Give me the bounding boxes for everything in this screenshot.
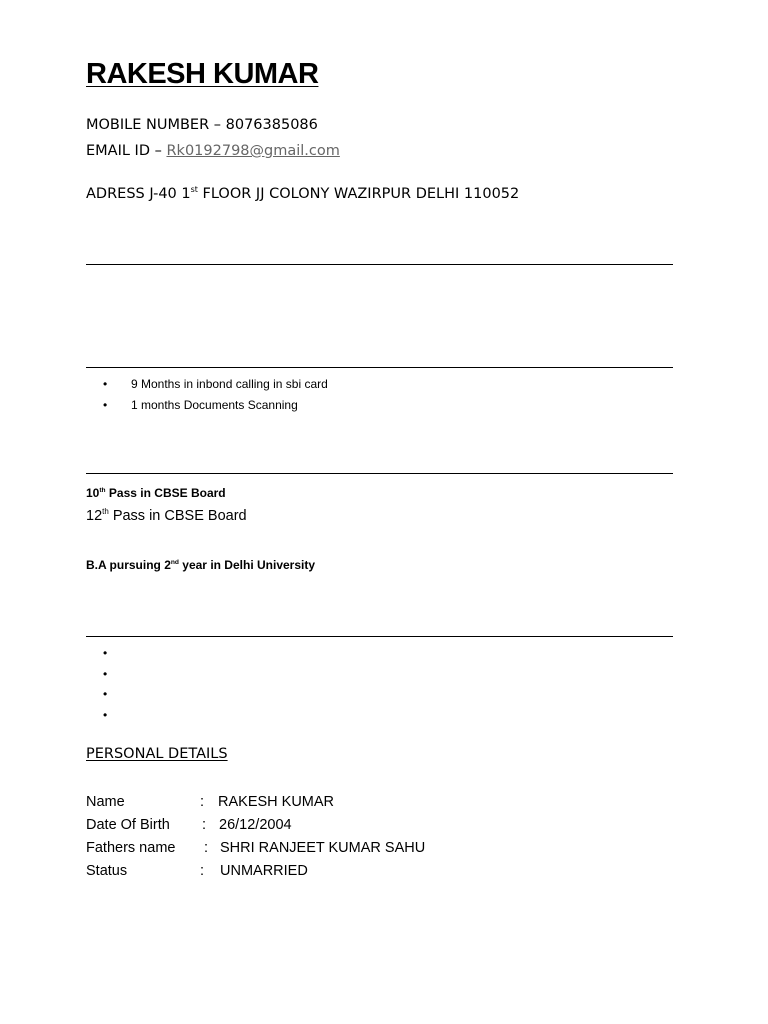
experience-item: 9 Months in inbond calling in sbi card <box>131 377 328 391</box>
bullet-icon: • <box>103 646 108 660</box>
address-prefix: ADRESS J-40 1 <box>86 186 191 202</box>
bullet-icon: • <box>103 377 108 391</box>
detail-separator: : <box>200 794 205 810</box>
list-item <box>86 395 328 416</box>
bullet-icon: • <box>103 707 108 722</box>
section-divider <box>86 473 673 474</box>
list-item <box>86 705 131 726</box>
section-divider <box>86 367 673 368</box>
email-label: EMAIL ID – <box>86 143 167 159</box>
personal-row-name <box>86 794 586 817</box>
detail-label: Date Of Birth <box>86 817 170 833</box>
bullet-icon: • <box>103 687 108 701</box>
experience-list <box>86 374 328 415</box>
detail-label: Fathers name <box>86 840 176 856</box>
experience-item: 1 months Documents Scanning <box>131 397 298 412</box>
personal-row-father <box>86 840 586 863</box>
detail-separator: : <box>200 863 205 879</box>
detail-label: Name <box>86 794 125 810</box>
bullet-icon: • <box>103 666 108 681</box>
detail-value: RAKESH KUMAR <box>218 794 335 810</box>
detail-separator: : <box>204 840 209 856</box>
education-tenth: 10th Pass in CBSE Board <box>86 486 226 500</box>
section-divider <box>86 264 673 265</box>
list-item <box>86 684 131 705</box>
empty-bullet-list <box>86 643 131 725</box>
email-link[interactable]: Rk0192798@gmail.com <box>166 143 340 159</box>
section-divider <box>86 636 673 637</box>
bullet-icon: • <box>103 397 108 412</box>
list-item <box>86 374 328 395</box>
list-item <box>86 664 131 685</box>
detail-value: SHRI RANJEET KUMAR SAHU <box>220 840 426 856</box>
detail-value: 26/12/2004 <box>219 817 292 833</box>
personal-row-dob <box>86 817 586 840</box>
resume-name: RAKESH KUMAR <box>86 58 319 90</box>
detail-label: Status <box>86 863 128 879</box>
list-item <box>86 643 131 664</box>
email-line <box>86 143 340 159</box>
personal-details-heading: PERSONAL DETAILS <box>86 746 228 762</box>
detail-separator: : <box>202 817 207 833</box>
personal-row-status <box>86 863 586 886</box>
education-ba: B.A pursuing 2nd year in Delhi University <box>86 558 316 572</box>
address-line <box>86 186 519 202</box>
address-suffix: FLOOR JJ COLONY WAZIRPUR DELHI 110052 <box>197 186 520 202</box>
education-twelfth: 12th Pass in CBSE Board <box>86 507 247 524</box>
mobile-number: MOBILE NUMBER – 8076385086 <box>86 117 318 133</box>
address-superscript: st <box>190 185 198 195</box>
detail-value: UNMARRIED <box>220 863 308 879</box>
